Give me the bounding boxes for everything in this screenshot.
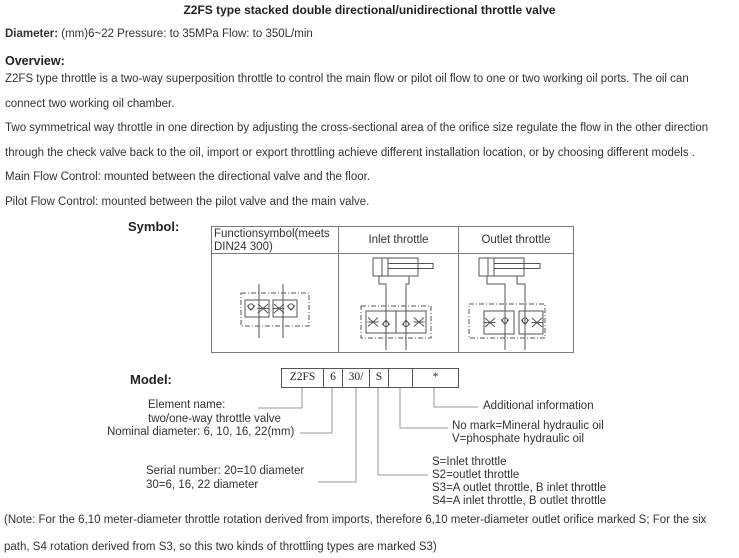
model-code-table xyxy=(281,368,459,388)
model-code-cell-throttle: S xyxy=(370,369,389,387)
callout-oil-type xyxy=(452,420,604,446)
model-code-cell-serial: 30/ xyxy=(343,369,370,387)
overview-line: Main Flow Control: mounted between the directional valve and the floor. xyxy=(5,171,371,183)
symbol-col-header-function: Functionsymbol(meets DIN24 300) xyxy=(212,227,339,254)
callout-line: S=Inlet throttle xyxy=(432,456,507,468)
overview-line: Z2FS type throttle is a two-way superposition throttle to control the main flow or pilot oil flow to one or two working oil ports. The oil can xyxy=(5,73,689,85)
callout-element-name xyxy=(148,399,281,426)
overview-heading: Overview: xyxy=(5,54,65,68)
outlet-throttle-diagram xyxy=(459,254,572,352)
symbol-heading: Symbol: xyxy=(128,219,180,234)
symbol-col-header-outlet: Outlet throttle xyxy=(459,227,573,254)
diameter-value: (mm)6~22 Pressure: to 35MPa Flow: to 350L/min xyxy=(61,28,313,40)
note-section xyxy=(4,507,706,558)
outlet-throttle-cell xyxy=(459,254,573,352)
callout-line: two/one-way throttle valve xyxy=(148,412,281,425)
model-code-cell-diameter: 6 xyxy=(324,369,343,387)
page-title: Z2FS type stacked double directional/unidirectional throttle valve xyxy=(183,3,556,17)
inlet-throttle-cell xyxy=(339,254,459,352)
callout-serial-number xyxy=(146,465,304,492)
symbol-col-header-inlet: Inlet throttle xyxy=(339,227,459,254)
model-code-cell-oil xyxy=(389,369,413,387)
callout-line: S3=A outlet throttle, B inlet throttle xyxy=(432,482,607,494)
overview-paragraphs xyxy=(5,67,708,214)
callout-line: Serial number: 20=10 diameter xyxy=(146,465,305,477)
diameter-label: Diameter: xyxy=(5,28,59,40)
overview-line: through the check valve back to the oil, import or export throttling achieve different installation location, or by choosing different models . xyxy=(5,146,695,159)
callout-throttle-types xyxy=(432,456,606,508)
function-symbol-cell xyxy=(212,254,339,352)
callout-line: 30=6, 16, 22 diameter xyxy=(146,478,259,491)
callout-line: S2=outlet throttle xyxy=(432,469,520,481)
callout-line: No mark=Mineral hydraulic oil xyxy=(452,420,604,432)
callout-line: V=phosphate hydraulic oil xyxy=(452,433,585,445)
callout-line: S4=A inlet throttle, B outlet throttle xyxy=(432,495,607,507)
spec-line xyxy=(5,28,313,40)
callout-additional-info: Additional information xyxy=(483,400,594,412)
overview-line: Two symmetrical way throttle in one direction by adjusting the cross-sectional area of the orifice size regulate the flow in the other direction xyxy=(5,122,709,134)
model-code-cell-additional: * xyxy=(432,371,439,383)
model-heading: Model: xyxy=(130,372,172,387)
symbol-table xyxy=(211,226,574,353)
overview-line: Pilot Flow Control: mounted between the pilot valve and the main valve. xyxy=(5,195,370,208)
inlet-throttle-diagram xyxy=(339,254,458,352)
note-line: (Note: For the 6,10 meter-diameter throttle rotation derived from imports, therefore 6,10 meter-diameter outlet orifice marked S; For the six xyxy=(4,514,707,526)
note-line: path, S4 rotation derived from S3, so this two kinds of throttling types are marked S3) xyxy=(4,541,437,553)
callout-nominal-diameter: Nominal diameter: 6, 10, 16, 22(mm) xyxy=(107,426,295,438)
model-connector-lines xyxy=(0,388,739,503)
overview-line: connect two working oil chamber. xyxy=(5,97,175,110)
model-code-cell-series: Z2FS xyxy=(282,369,324,387)
function-symbol-diagram xyxy=(212,254,338,352)
callout-line: Element name: xyxy=(148,399,226,411)
